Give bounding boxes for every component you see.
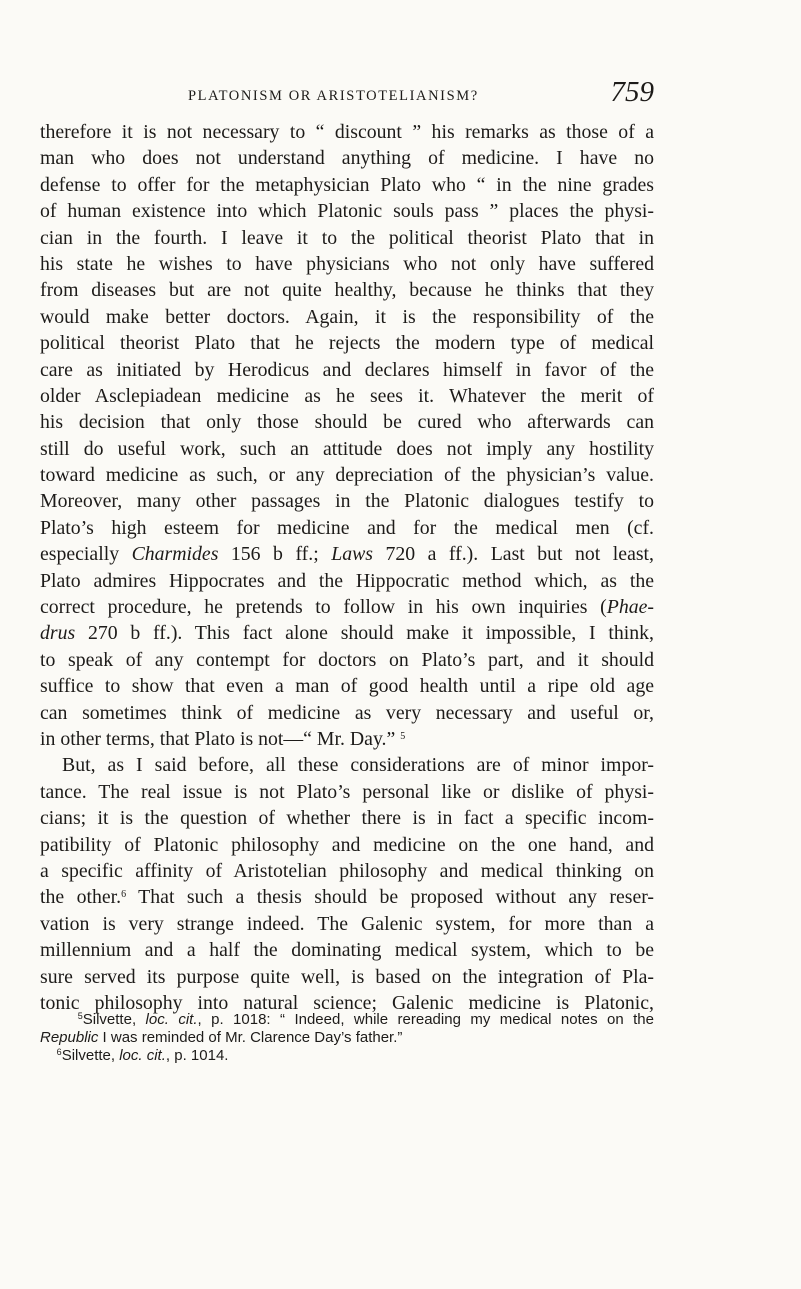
text-line [40,726,654,752]
text-fragment: 270 b ff.). This fact alone should make it impossible, I think, [75,622,654,645]
footnote-ref-5: 5 [400,730,406,742]
text-line [40,594,654,620]
text-line: cian in the fourth. I leave it to the political theorist Plato that in [40,226,654,249]
paragraph-start-line: But, as I said before, all these considerations are of minor impor- [62,754,654,777]
text-fragment: the other. [40,886,122,909]
text-line: to speak of any contempt for doctors on Plato’s part, and it should [40,648,654,671]
text-line: man who does not understand anything of medicine. I have no [40,147,654,170]
title-phaedrus-part2: drus [40,622,76,645]
text-line: vation is very strange indeed. The Galenic system, for more than a [40,912,654,935]
text-fragment: especially [40,543,132,566]
text-line: suffice to show that even a man of good health until a ripe old age [40,675,654,698]
text-line: older Asclepiadean medicine as he sees it. Whatever the merit of [40,384,654,407]
text-line [40,541,654,567]
footnote-author: Silvette, [82,1011,146,1028]
text-line: tonic philosophy into natural science; Galenic medicine is Platonic, [40,991,654,1014]
footnote-5-continued [40,1029,654,1047]
page-header [40,76,654,116]
title-phaedrus-part1: Phae- [606,596,654,619]
text-fragment: 720 a ff.). Last but not least, [373,543,654,566]
text-line: toward medicine as such, or any depreciation of the physician’s value. [40,464,654,487]
text-line: of human existence into which Platonic souls pass ” places the physi- [40,200,654,223]
title-charmides: Charmides [131,543,219,566]
footnote-text: , p. 1018: “ Indeed, while rereading my medical notes on the [197,1011,654,1028]
body-text [40,119,654,1016]
footnote-number: 6 [56,1047,62,1057]
text-line: sure served its purpose quite well, is based on the integration of Pla- [40,965,654,988]
text-line: cians; it is the question of whether there is in fact a specific incom- [40,807,654,830]
text-line: therefore it is not necessary to “ discount ” his remarks as those of a [40,121,654,143]
footnote-text: , p. 1014. [165,1047,229,1064]
footnote-author: Silvette, [61,1047,120,1064]
footnote-ref-6: 6 [121,889,127,901]
footnote-loc-cit: loc. cit. [145,1011,198,1028]
text-fragment: correct procedure, he pretends to follow in his own inquiries ( [40,596,607,619]
text-line: tance. The real issue is not Plato’s personal like or dislike of physi- [40,780,654,803]
text-fragment: That such a thesis should be proposed without any reser- [126,886,654,909]
footnote-republic: Republic [40,1029,99,1046]
footnote-6 [40,1047,654,1065]
page-number: 759 [610,76,654,108]
footnote-5 [40,1011,654,1029]
text-line: millennium and a half the dominating medical system, which to be [40,939,654,962]
text-line [40,884,654,910]
footnote-number: 5 [77,1011,83,1021]
footnote-loc-cit: loc. cit. [119,1047,166,1064]
text-line: his decision that only those should be cured who afterwards can [40,411,654,434]
running-head: PLATONISM OR ARISTOTELIANISM? [188,88,479,104]
title-laws: Laws [331,543,373,566]
text-line: care as initiated by Herodicus and declares himself in favor of the [40,358,654,381]
text-line: patibility of Platonic philosophy and medicine on the one hand, and [40,833,654,856]
text-line: still do useful work, such an attitude does not imply any hostility [40,437,654,460]
text-line: defense to offer for the metaphysician Plato who “ in the nine grades [40,173,654,196]
text-line: Plato admires Hippocrates and the Hippocratic method which, as the [40,569,654,592]
text-line: his state he wishes to have physicians who not only have suffered [40,252,654,275]
text-line: Plato’s high esteem for medicine and for the medical men (cf. [40,516,654,539]
text-line [40,620,654,646]
text-fragment: in other terms, that Plato is not—“ Mr. Day.” [40,727,396,750]
text-line: from diseases but are not quite healthy, because he thinks that they [40,279,654,302]
text-fragment: 156 b ff.; [218,543,332,566]
text-line: can sometimes think of medicine as very necessary and useful or, [40,701,654,724]
text-line: political theorist Plato that he rejects the modern type of medical [40,332,654,355]
text-line: Moreover, many other passages in the Platonic dialogues testify to [40,490,654,513]
footnote-text: I was reminded of Mr. Clarence Day’s father.” [98,1029,403,1046]
text-line: a specific affinity of Aristotelian philosophy and medical thinking on [40,859,654,882]
text-line: would make better doctors. Again, it is the responsibility of the [40,305,654,328]
